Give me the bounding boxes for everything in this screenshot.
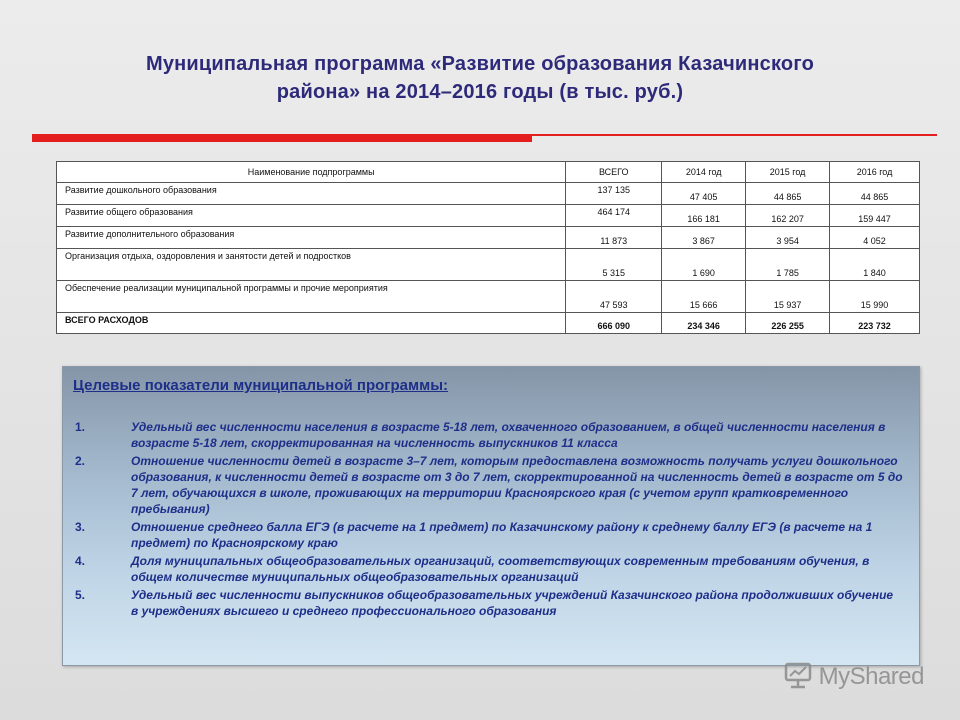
list-item [73,453,903,517]
list-item-number: 5. [75,588,86,602]
table-row [57,205,920,227]
red-divider-thin [532,134,937,136]
row-2016-cell: 159 447 [830,205,920,227]
list-item [73,519,903,551]
list-item-text: Отношение среднего балла ЕГЭ (в расчете на 1 предмет) по Казачинскому району к среднему баллу ЕГЭ (в расчете на 1 предмет) по Красноярскому краю [131,520,873,550]
row-name-cell: Обеспечение реализации муниципальной программы и прочие мероприятия [57,281,566,313]
watermark-text: MyShared [818,663,924,690]
row-2015-cell: 162 207 [746,205,830,227]
row-total-cell: 11 873 [566,227,662,249]
row-2015-cell: 15 937 [746,281,830,313]
row-name-cell: Развитие общего образования [57,205,566,227]
red-divider-thick [32,134,532,142]
row-2015-cell: 44 865 [746,183,830,205]
table-header-row [57,162,920,183]
table-row [57,183,920,205]
list-item-number: 1. [75,420,86,434]
indicators-list [73,419,903,621]
total-name-cell: ВСЕГО РАСХОДОВ [57,313,566,334]
header-cell-2015: 2015 год [746,162,830,183]
indicators-title: Целевые показатели муниципальной программы: [73,377,449,394]
row-2016-cell: 44 865 [830,183,920,205]
list-item-number: 4. [75,554,86,568]
header-cell-2016: 2016 год [830,162,920,183]
list-item [73,419,903,451]
list-item-number: 2. [75,454,86,468]
row-name-cell: Развитие дополнительного образования [57,227,566,249]
header-cell-total: ВСЕГО [566,162,662,183]
row-2014-cell: 3 867 [662,227,746,249]
row-2016-cell: 4 052 [830,227,920,249]
list-item-number: 3. [75,520,86,534]
row-total-cell: 464 174 [566,205,662,227]
row-2016-cell: 15 990 [830,281,920,313]
total-2015-cell: 226 255 [746,313,830,334]
watermark-logo [783,662,924,692]
row-2014-cell: 47 405 [662,183,746,205]
row-total-cell: 137 135 [566,183,662,205]
list-item-text: Удельный вес численности населения в возрасте 5-18 лет, охваченного образованием, в общей численности населения в возрасте 5-18 лет, скорректированная на численность выпускников 11 класса [131,420,886,450]
table-row [57,249,920,281]
row-2014-cell: 15 666 [662,281,746,313]
row-name-cell: Развитие дошкольного образования [57,183,566,205]
row-2015-cell: 3 954 [746,227,830,249]
header-cell-name: Наименование подпрограммы [57,162,566,183]
page-title [40,50,920,106]
list-item [73,587,903,619]
row-2016-cell: 1 840 [830,249,920,281]
list-item [73,553,903,585]
list-item-text: Доля муниципальных общеобразовательных организаций, соответствующих современным требованиям обучения, в общем количестве муниципальных общеобразовательных организаций [131,554,870,584]
budget-table [56,161,920,334]
list-item-text: Отношение численности детей в возрасте 3–7 лет, которым предоставлена возможность получать услуги дошкольного образования, к численности детей в возрасте от 3 до 7 лет, скорректированной на численность детей в возрасте от 5 до 7 лет, обучающихся в школе, проживающих на территории Красноярского края (с учетом групп кратковременного пребывания) [131,454,903,516]
page-title-line-2: района» на 2014–2016 годы (в тыс. руб.) [276,81,684,103]
row-2015-cell: 1 785 [746,249,830,281]
indicators-panel [62,366,920,666]
list-item-text: Удельный вес численности выпускников общеобразовательных учреждений Казачинского района продолживших обучение в учреждениях высшего и среднего профессионального образования [131,588,894,618]
row-2014-cell: 166 181 [662,205,746,227]
presentation-board-icon [783,661,813,694]
total-2014-cell: 234 346 [662,313,746,334]
total-sum-cell: 666 090 [566,313,662,334]
row-total-cell: 5 315 [566,249,662,281]
header-cell-2014: 2014 год [662,162,746,183]
row-2014-cell: 1 690 [662,249,746,281]
table-row [57,227,920,249]
row-total-cell: 47 593 [566,281,662,313]
table-total-row [57,313,920,334]
total-2016-cell: 223 732 [830,313,920,334]
table-row [57,281,920,313]
row-name-cell: Организация отдыха, оздоровления и занятости детей и подростков [57,249,566,281]
page-title-line-1: Муниципальная программа «Развитие образования Казачинского [145,53,815,75]
